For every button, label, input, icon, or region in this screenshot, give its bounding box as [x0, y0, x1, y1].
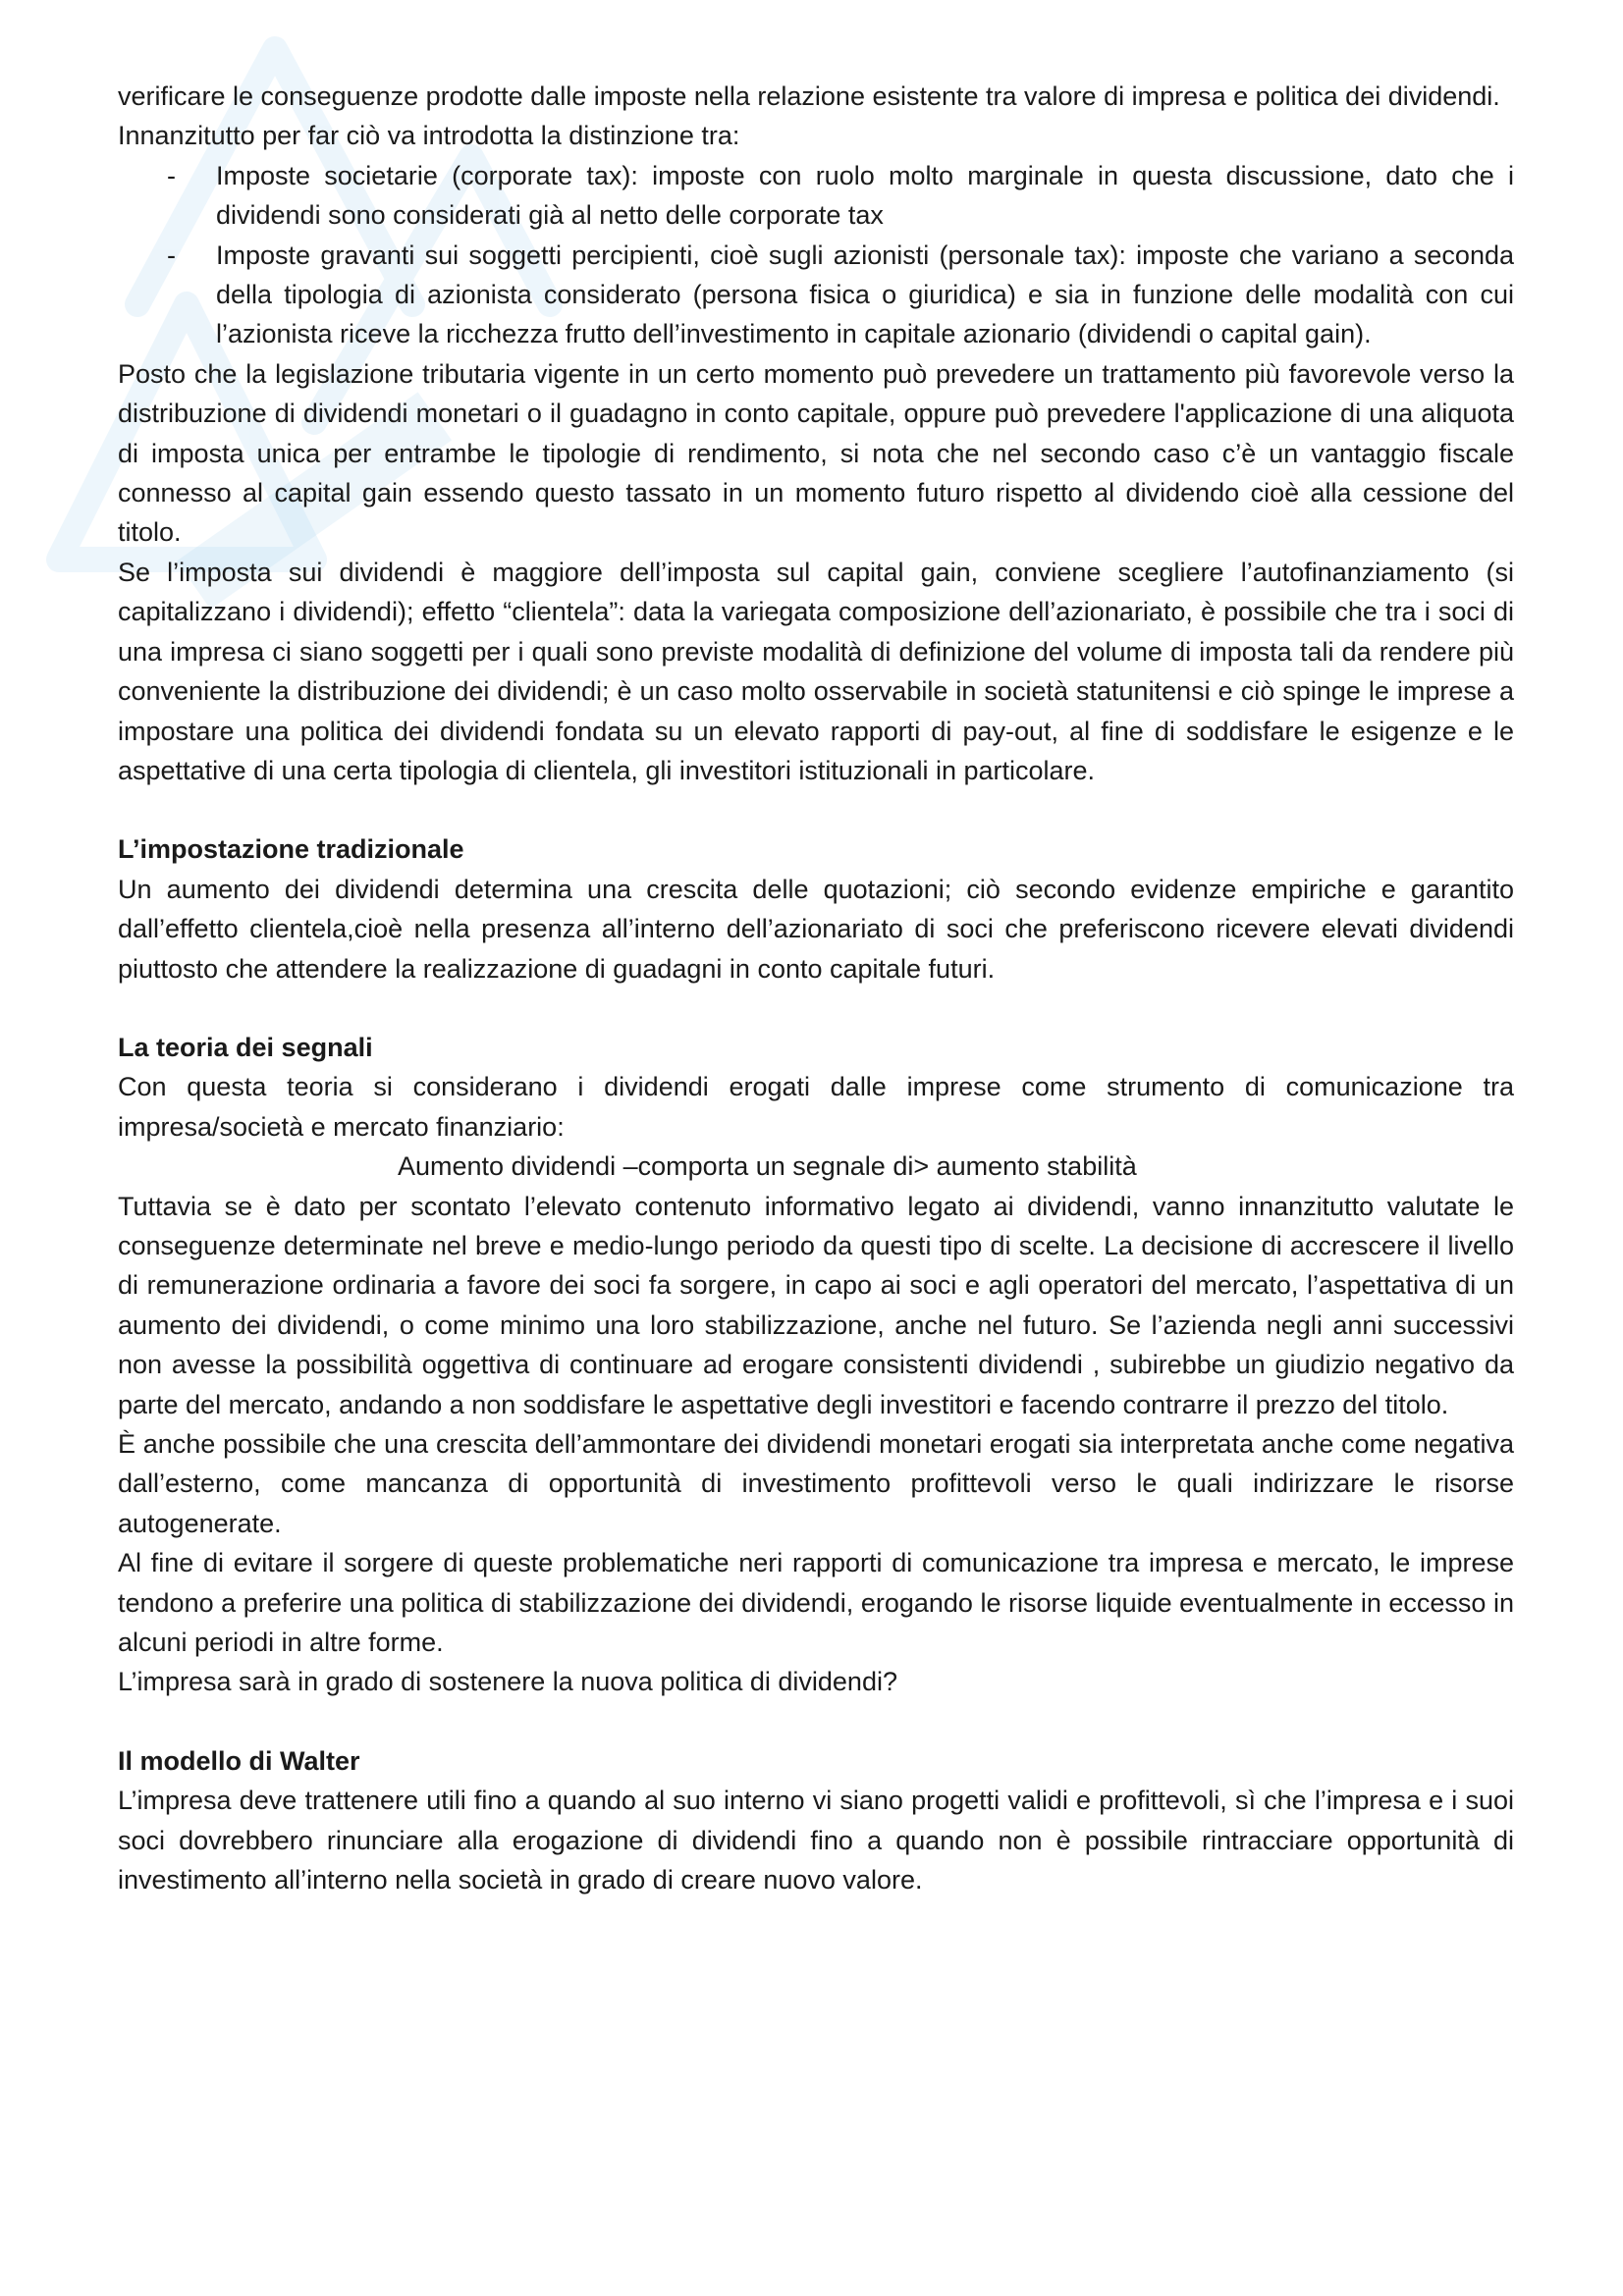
tax-types-list — [118, 156, 1514, 354]
signal-formula: Aumento dividendi –comporta un segnale di> aumento stabilità — [398, 1151, 1137, 1182]
body-paragraph: Un aumento dei dividendi determina una crescita delle quotazioni; ciò secondo evidenze empiriche e garantito dall’effetto clientela,cioè nella presenza all’interno dell’azionariato di soci che preferiscono ricevere elevati dividendi piuttosto che attendere la realizzazione di guadagni in conto capitale futuri. — [118, 874, 1514, 984]
body-paragraph: Se l’imposta sui dividendi è maggiore dell’imposta sul capital gain, conviene scegliere l’autofinanziamento (si capitalizzano i dividendi); effetto “clientela”: data la variegata composizione dell’azionariato, è possibile che tra i soci di una impresa ci siano soggetti per i quali sono previste modalità di definizione del volume di imposta tali da rendere più conveniente la distribuzione dei dividendi; è un caso molto osservabile in società statunitensi e ciò spinge le imprese a impostare una politica dei dividendi fondata su un elevato rapporti di pay-out, al fine di soddisfare le esigenze e le aspettative di una certa tipologia di clientela, gli investitori istituzionali in particolare. — [118, 557, 1514, 785]
dash-bullet: - — [167, 240, 176, 270]
section-heading-segnali: La teoria dei segnali — [118, 1032, 373, 1062]
body-paragraph: Con questa teoria si considerano i dividendi erogati dalle imprese come strumento di comunicazione tra impresa/società e mercato finanziario: — [118, 1072, 1514, 1142]
body-paragraph: L’impresa deve trattenere utili fino a quando al suo interno vi siano progetti validi e profittevoli, sì che l’impresa e i suoi soci dovrebbero rinunciare alla erogazione di dividendi fino a quando non è possibile rintracciare opportunità di investimento all’interno nella società in grado di creare nuovo valore. — [118, 1786, 1514, 1896]
section-heading-tradizionale: L’impostazione tradizionale — [118, 834, 464, 865]
list-item-text: Imposte gravanti sui soggetti percipienti, cioè sugli azionisti (personale tax): imposte che variano a seconda della tipologia di azionista considerato (persona fisica o giuridica) e sia in funzione delle modalità con cui l’azionista riceve la ricchezza frutto dell’investimento in capitale azionario (dividendi o capital gain). — [216, 240, 1514, 349]
document-page — [118, 77, 1514, 1899]
list-item — [167, 156, 1514, 236]
body-paragraph: Posto che la legislazione tributaria vigente in un certo momento può prevedere un trattamento più favorevole verso la distribuzione di dividendi monetari o il guadagno in conto capitale, oppure può prevedere l'applicazione di una aliquota di imposta unica per entrambe le tipologie di rendimento, si nota che nel secondo caso c’è un vantaggio fiscale connesso al capital gain essendo questo tassato in un momento futuro rispetto al dividendo cioè alla cessione del titolo. — [118, 358, 1514, 548]
intro-paragraph: verificare le conseguenze prodotte dalle imposte nella relazione esistente tra valore di impresa e politica dei dividendi. — [118, 81, 1500, 111]
section-heading-walter: Il modello di Walter — [118, 1745, 360, 1776]
list-item — [167, 236, 1514, 354]
body-paragraph: È anche possibile che una crescita dell’ammontare dei dividendi monetari erogati sia interpretata anche come negativa dall’esterno, come mancanza di opportunità di investimento profittevoli verso le quali indirizzare le risorse autogenerate. — [118, 1429, 1514, 1538]
list-item-text: Imposte societarie (corporate tax): imposte con ruolo molto marginale in questa discussione, dato che i dividendi sono considerati già al netto delle corporate tax — [216, 160, 1514, 231]
body-paragraph: L’impresa sarà in grado di sostenere la nuova politica di dividendi? — [118, 1667, 897, 1697]
body-paragraph: Tuttavia se è dato per scontato l’elevato contenuto informativo legato ai dividendi, vanno innanzitutto valutate le conseguenze determinate nel breve e medio-lungo periodo da questi tipo di scelte. La decisione di accrescere il livello di remunerazione ordinaria a favore dei soci fa sorgere, in capo ai soci e agli operatori del mercato, l’aspettativa di un aumento dei dividendi, o come minimo una loro stabilizzazione, anche nel futuro. Se l’azienda negli anni successivi non avesse la possibilità oggettiva di continuare ad erogare consistenti dividendi , subirebbe un giudizio negativo da parte del mercato, andando a non soddisfare le aspettative degli investitori e facendo contrarre il prezzo del titolo. — [118, 1191, 1514, 1419]
intro-paragraph: Innanzitutto per far ciò va introdotta la distinzione tra: — [118, 121, 740, 151]
body-paragraph: Al fine di evitare il sorgere di queste problematiche neri rapporti di comunicazione tra impresa e mercato, le imprese tendono a preferire una politica di stabilizzazione dei dividendi, erogando le risorse liquide eventualmente in eccesso in alcuni periodi in altre forme. — [118, 1548, 1514, 1658]
dash-bullet: - — [167, 160, 176, 190]
